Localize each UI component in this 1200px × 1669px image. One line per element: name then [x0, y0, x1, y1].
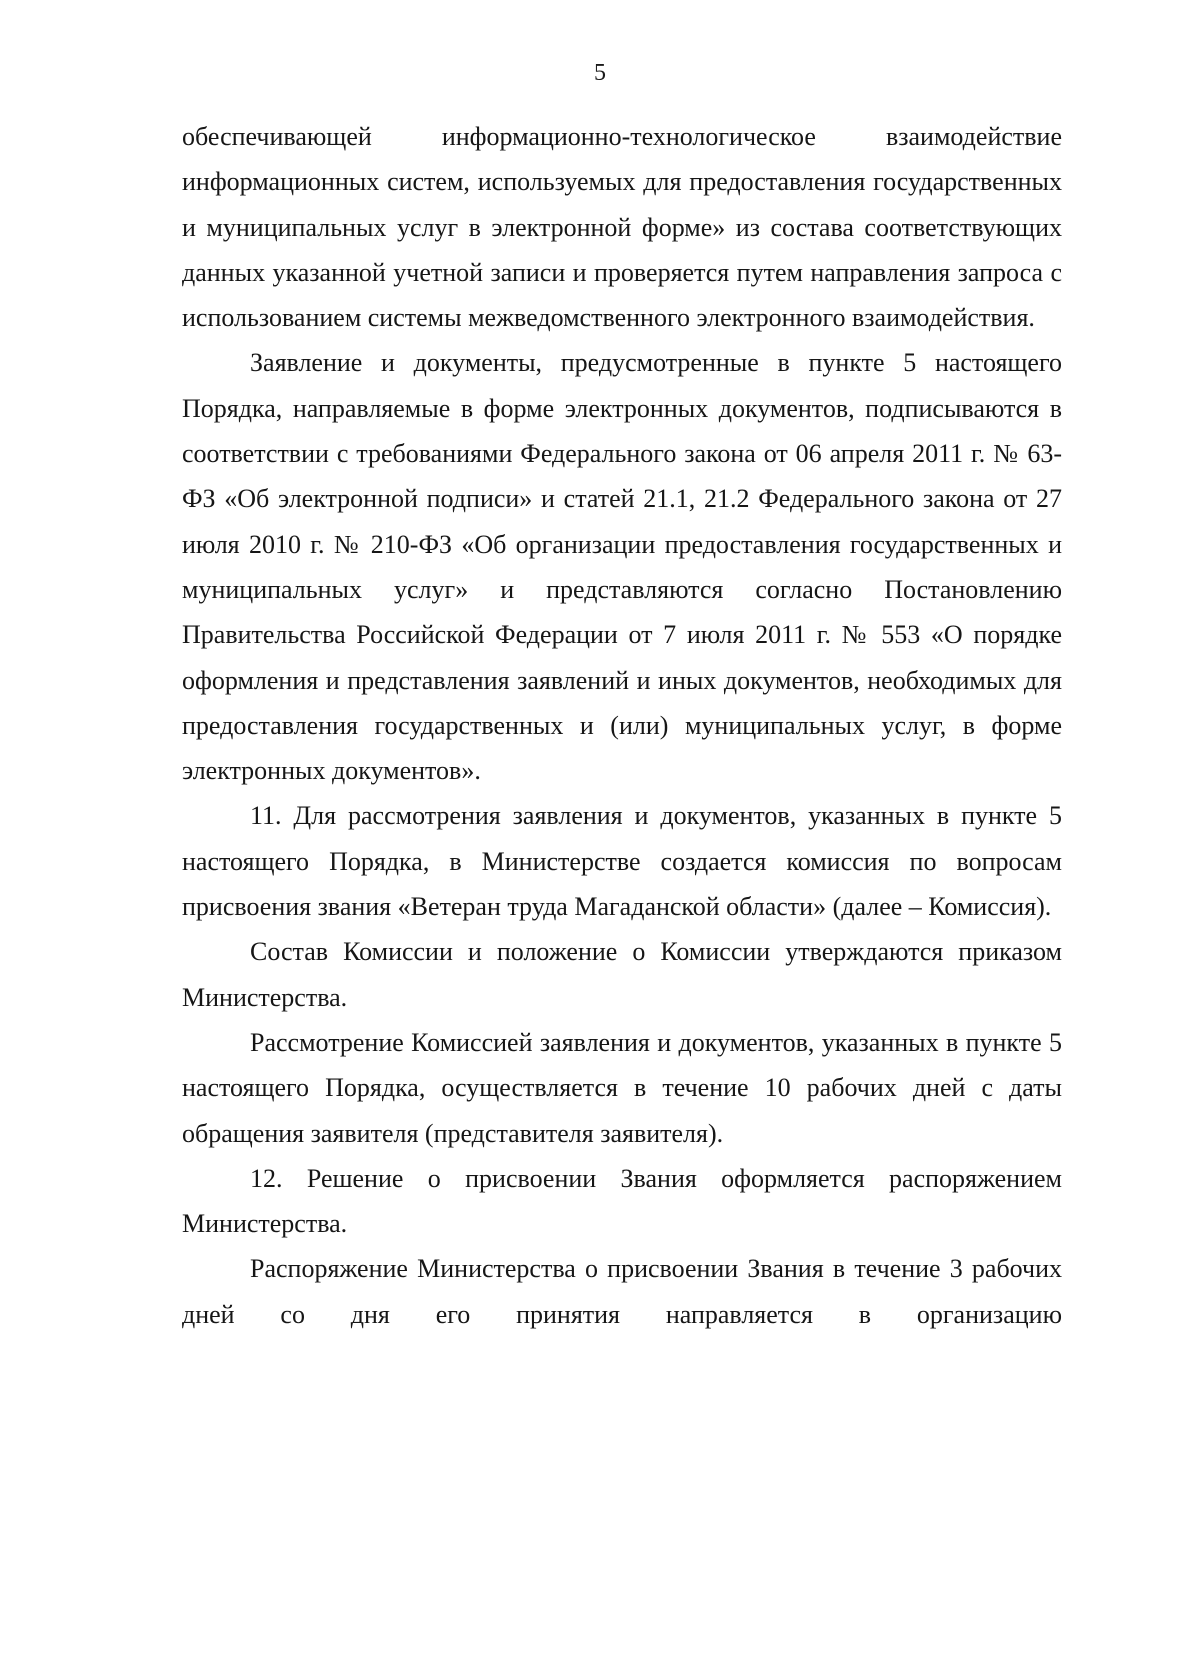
paragraph-order-sending: Распоряжение Министерства о присвоении Звания в течение 3 рабочих дней со дня его принятия направляется в организацию — [182, 1254, 1062, 1329]
paragraph-11-commission: 11. Для рассмотрения заявления и документов, указанных в пункте 5 настоящего Порядка, в Министерстве создается комиссия по вопросам присвоения звания «Ветеран труда Магаданской области» (далее – Комиссия). — [182, 801, 1062, 922]
page-number: 5 — [594, 60, 606, 86]
document-body — [182, 114, 1062, 1337]
paragraph-continuation: обеспечивающей информационно-технологическое взаимодействие информационных систем, используемых для предоставления государственных и муниципальных услуг в электронной форме» из состава соответствующих данных указанной учетной записи и проверяется путем направления запроса с использованием системы межведомственного электронного взаимодействия. — [182, 122, 1062, 333]
paragraph-review-period: Рассмотрение Комиссией заявления и документов, указанных в пункте 5 настоящего Порядка, осуществляется в течение 10 рабочих дней с даты обращения заявителя (представителя заявителя). — [182, 1027, 1062, 1148]
paragraph-signature-requirements: Заявление и документы, предусмотренные в пункте 5 настоящего Порядка, направляемые в форме электронных документов, подписываются в соответствии с требованиями Федерального закона от 06 апреля 2011 г. № 63-ФЗ «Об электронной подписи» и статей 21.1, 21.2 Федерального закона от 27 июля 2010 г. № 210-ФЗ «Об организации предоставления государственных и муниципальных услуг» и представляются согласно Постановлению Правительства Российской Федерации от 7 июля 2011 г. № 553 «О порядке оформления и представления заявлений и иных документов, необходимых для предоставления государственных и (или) муниципальных услуг, в форме электронных документов». — [182, 348, 1062, 786]
paragraph-commission-composition: Состав Комиссии и положение о Комиссии утверждаются приказом Министерства. — [182, 937, 1062, 1012]
paragraph-12-decision: 12. Решение о присвоении Звания оформляется распоряжением Министерства. — [182, 1163, 1062, 1239]
